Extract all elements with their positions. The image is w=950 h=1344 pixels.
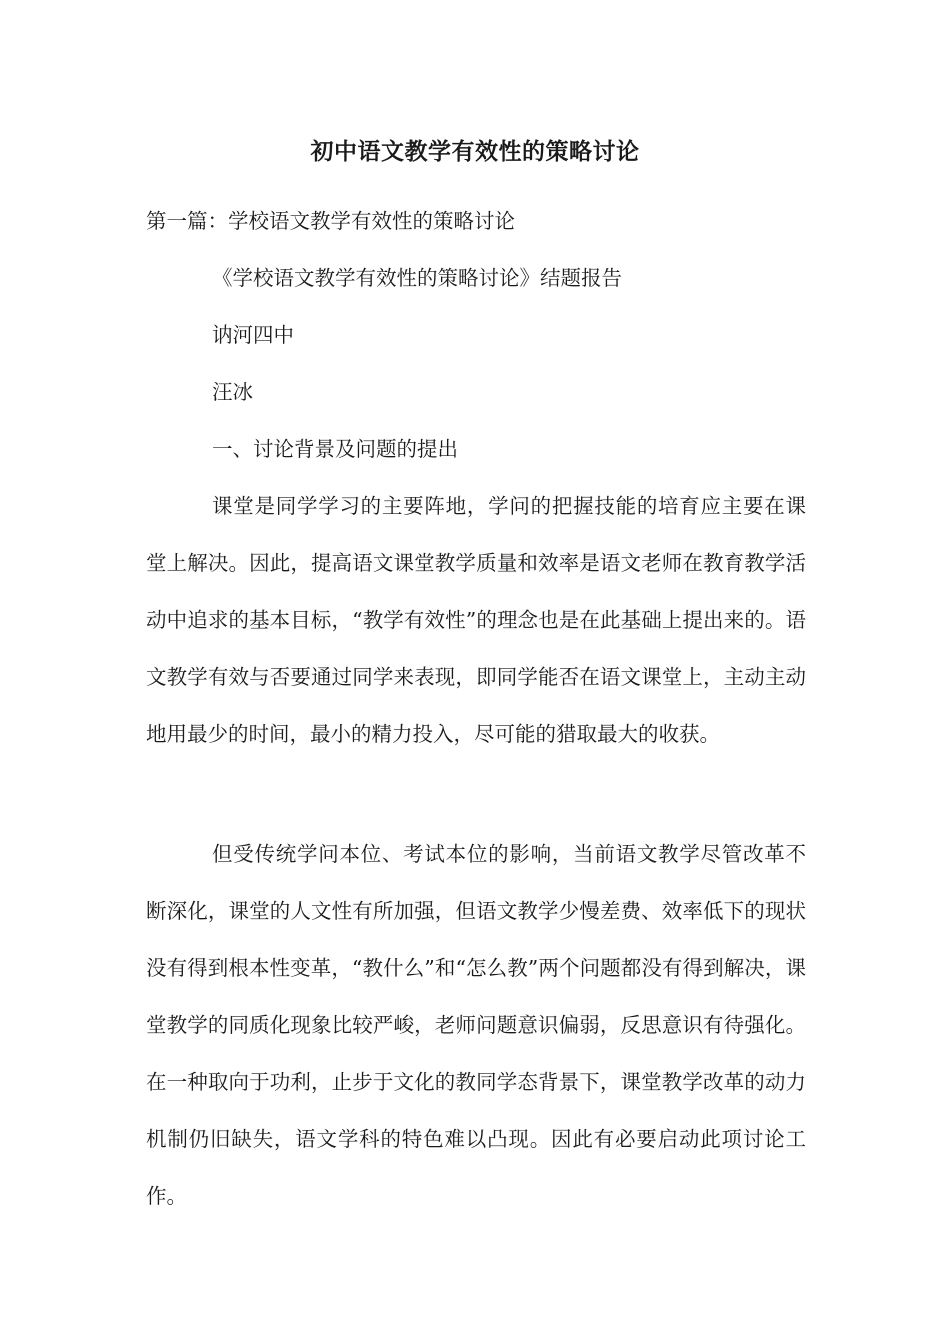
body-paragraph: 课堂是同学学习的主要阵地，学问的把握技能的培育应主要在课堂上解决。因此，提高语文课堂教学质量和效率是语文老师在教育教学活动中追求的基本目标，“教学有效性”的理念也是在此基础上提出来的。语文教学有效与否要通过同学来表现，即同学能否在语文课堂上，主动主动地用最少的时间，最小的精力投入，尽可能的猎取最大的收获。 xyxy=(146,494,806,746)
author-name: 汪冰 xyxy=(212,380,253,404)
school-name: 讷河四中 xyxy=(212,323,294,347)
subheading: 一、讨论背景及问题的提出 xyxy=(212,437,458,461)
body-paragraph: 但受传统学问本位、考试本位的影响，当前语文教学尽管改革不断深化，课堂的人文性有所加强，但语文教学少慢差费、效率低下的现状没有得到根本性变革，“教什么”和“怎么教”两个问题都没有得到解决，课堂教学的同质化现象比较严峻，老师问题意识偏弱，反思意识有待强化。在一种取向于功利，止步于文化的教同学态背景下，课堂教学改革的动力机制仍旧缺失，语文学科的特色难以凸现。因此有必要启动此项讨论工作。 xyxy=(146,842,806,1208)
section-heading: 第一篇：学校语文教学有效性的策略讨论 xyxy=(146,209,515,233)
report-title: 《学校语文教学有效性的策略讨论》结题报告 xyxy=(212,266,622,290)
document-title: 初中语文教学有效性的策略讨论 xyxy=(310,138,640,165)
